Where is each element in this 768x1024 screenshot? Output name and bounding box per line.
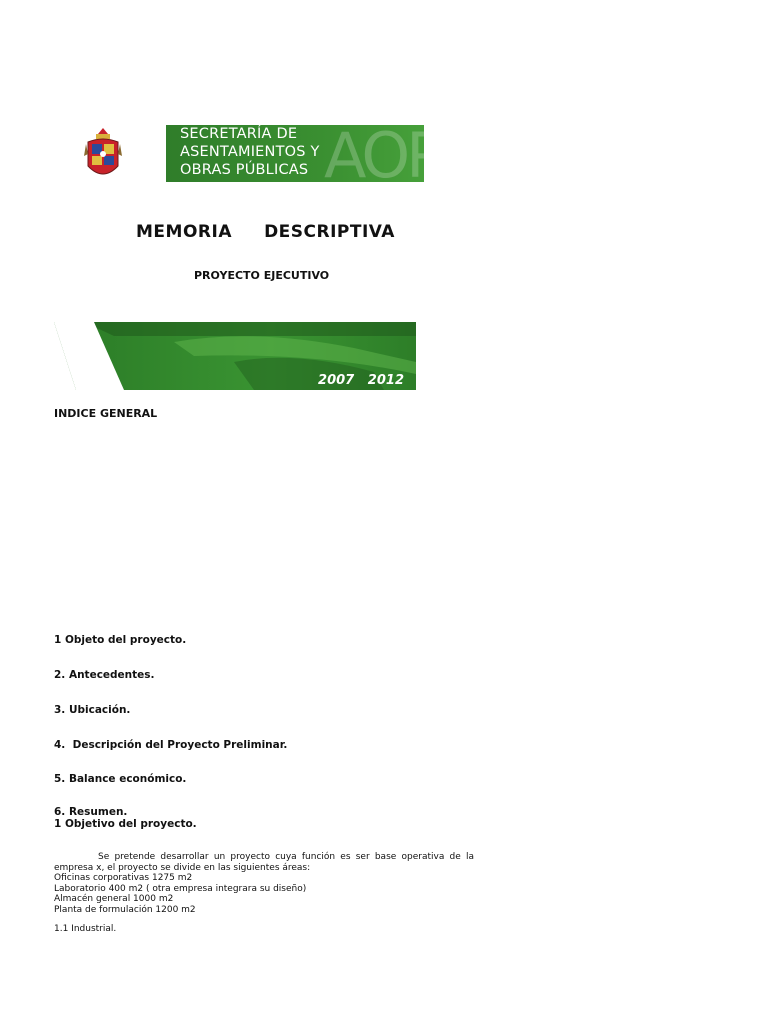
toc-item: 1 Objeto del proyecto. <box>54 634 187 646</box>
toc-item: 3. Ubicación. <box>54 704 131 716</box>
body-paragraph: Se pretende desarrollar un proyecto cuya función es ser base operativa de la empresa x, el proyecto se divide en las siguientes áreas: <box>54 852 474 873</box>
toc-item: 2. Antecedentes. <box>54 669 155 681</box>
document-subtitle: PROYECTO EJECUTIVO <box>194 269 330 282</box>
section-heading: 1 Objetivo del proyecto. <box>54 818 197 830</box>
toc-item: 6. Resumen. <box>54 806 128 818</box>
toc-item: 5. Balance económico. <box>54 773 187 785</box>
period-banner <box>54 322 416 390</box>
logo-line-1: SECRETARÍA DE <box>180 126 298 142</box>
document-title: MEMORIA DESCRIPTIVA <box>136 222 395 242</box>
area-item: Oficinas corporativas 1275 m2 <box>54 873 193 883</box>
banner-years: 2007 2012 <box>318 373 404 388</box>
coat-of-arms-icon <box>84 126 122 182</box>
index-heading: INDICE GENERAL <box>54 407 158 420</box>
logo-mark: AOP <box>324 119 440 192</box>
area-item: Almacén general 1000 m2 <box>54 894 174 904</box>
subsection-heading: 1.1 Industrial. <box>54 924 117 934</box>
area-item: Laboratorio 400 m2 ( otra empresa integrara su diseño) <box>54 884 307 894</box>
secretaria-logo <box>166 119 440 192</box>
logo-line-3: OBRAS PÚBLICAS <box>180 162 309 178</box>
area-item: Planta de formulación 1200 m2 <box>54 905 196 915</box>
toc-item: 4. Descripción del Proyecto Preliminar. <box>54 739 288 751</box>
logo-line-2: ASENTAMIENTOS Y <box>180 144 320 160</box>
